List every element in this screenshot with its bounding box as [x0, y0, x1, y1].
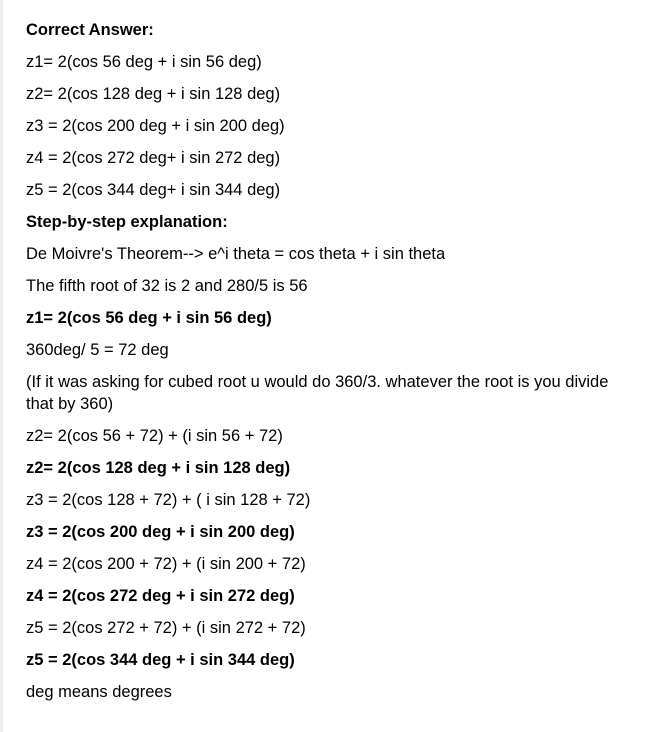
explanation-line: z2= 2(cos 56 + 72) + (i sin 56 + 72) [26, 427, 283, 445]
explanation-note: (If it was asking for cubed root u would do 360/3. whatever the root is you divide that by 360) [26, 373, 609, 413]
explanation-result-line: z1= 2(cos 56 deg + i sin 56 deg) [26, 309, 272, 327]
explanation-result-line: z4 = 2(cos 272 deg + i sin 272 deg) [26, 587, 295, 605]
answer-line-z4: z4 = 2(cos 272 deg+ i sin 272 deg) [26, 149, 281, 167]
explanation-line: deg means degrees [26, 683, 172, 701]
explanation-line: 360deg/ 5 = 72 deg [26, 341, 169, 359]
left-border [0, 0, 3, 732]
explanation-line: z4 = 2(cos 200 + 72) + (i sin 200 + 72) [26, 555, 306, 573]
explanation-line: De Moivre's Theorem--> e^i theta = cos theta + i sin theta [26, 245, 446, 263]
explanation-line: z5 = 2(cos 272 + 72) + (i sin 272 + 72) [26, 619, 306, 637]
answer-line-z5: z5 = 2(cos 344 deg+ i sin 344 deg) [26, 181, 281, 199]
answer-content [26, 14, 626, 708]
explanation-result-line: z2= 2(cos 128 deg + i sin 128 deg) [26, 459, 291, 477]
answer-line-z3: z3 = 2(cos 200 deg + i sin 200 deg) [26, 117, 285, 135]
explanation-line: The fifth root of 32 is 2 and 280/5 is 56 [26, 277, 308, 295]
explanation-result-line: z5 = 2(cos 344 deg + i sin 344 deg) [26, 651, 295, 669]
explanation-line: z3 = 2(cos 128 + 72) + ( i sin 128 + 72) [26, 491, 311, 509]
explanation-heading: Step-by-step explanation: [26, 213, 228, 231]
answer-line-z1: z1= 2(cos 56 deg + i sin 56 deg) [26, 53, 262, 71]
correct-answer-heading: Correct Answer: [26, 21, 154, 39]
explanation-result-line: z3 = 2(cos 200 deg + i sin 200 deg) [26, 523, 295, 541]
answer-line-z2: z2= 2(cos 128 deg + i sin 128 deg) [26, 85, 281, 103]
